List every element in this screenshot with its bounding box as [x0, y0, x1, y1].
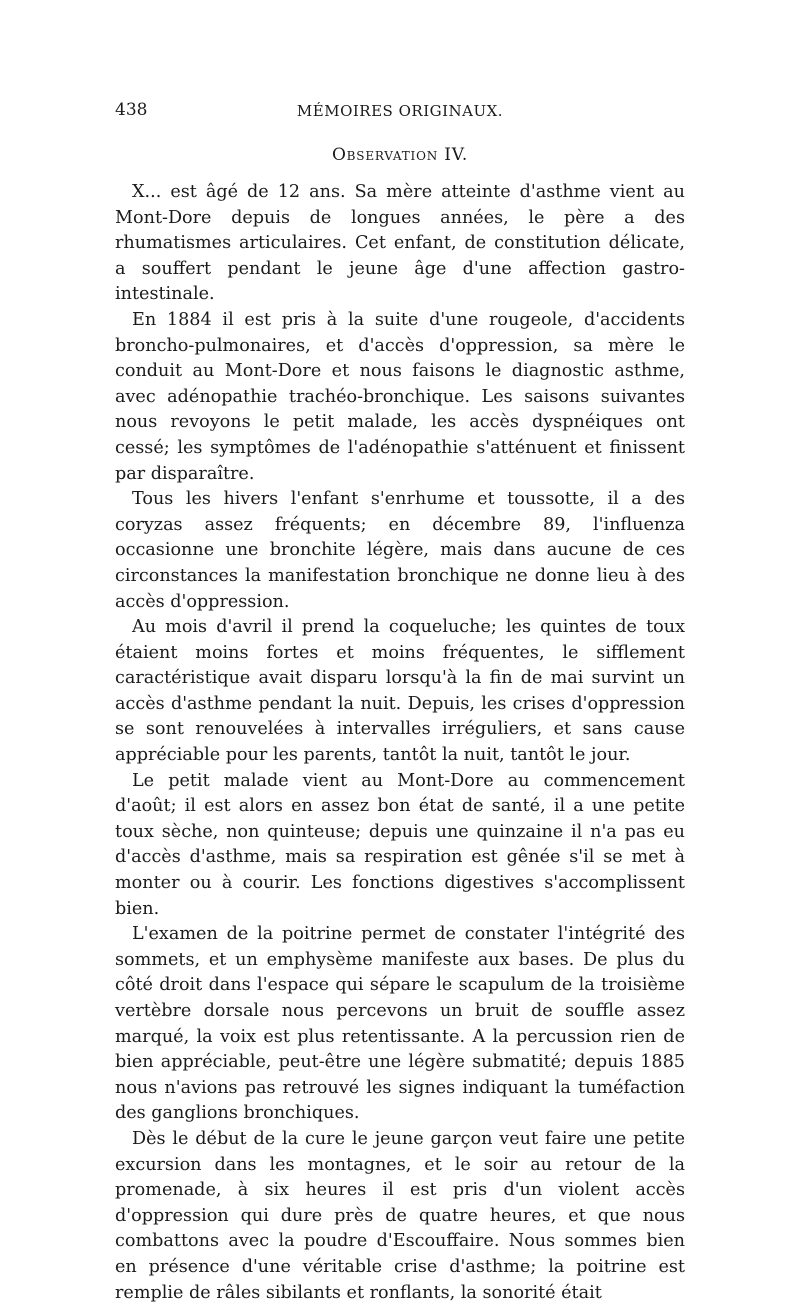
paragraph: Tous les hivers l'enfant s'enrhume et toussotte, il a des coryzas assez fréquents; en décembre 89, l'influenza occasionne une bronchite légère, mais dans aucune de ces circonstances la manifestation bronchique ne donne lieu à des accès d'oppression.	[115, 489, 685, 612]
running-title: MÉMOIRES ORIGINAUX.	[296, 102, 504, 120]
paragraph: X... est âgé de 12 ans. Sa mère atteinte d'asthme vient au Mont-Dore depuis de longues années, le père a des rhumatismes articulaires. Cet enfant, de constitution délicate, a souffert pendant le jeune âge d'une affection gastro-intestinale.	[115, 182, 685, 305]
body-text	[115, 180, 685, 1306]
section-title: Observation IV.	[331, 145, 469, 165]
paragraph: En 1884 il est pris à la suite d'une rougeole, d'accidents broncho-pulmonaires, et d'accès d'oppression, sa mère le conduit au Mont-Dore et nous faisons le diagnostic asthme, avec adénopathie trachéo-bronchique. Les saisons suivantes nous revoyons le petit malade, les accès dyspnéiques ont cessé; les symptômes de l'adénopathie s'atténuent et finissent par disparaître.	[115, 309, 685, 484]
paragraph: Dès le début de la cure le jeune garçon veut faire une petite excursion dans les montagnes, et le soir au retour de la promenade, à six heures il est pris d'un violent accès d'oppression qui dure près de quatre heures, et que nous combattons avec la poudre d'Escouffaire. Nous sommes bien en présence d'une véritable crise d'asthme; la poitrine est remplie de râles sibilants et ronflants, la sonorité était	[115, 1128, 685, 1303]
page-number: 438	[115, 100, 148, 120]
page-header	[115, 100, 685, 128]
paragraph: L'examen de la poitrine permet de constater l'intégrité des sommets, et un emphysème manifeste aux bases. De plus du côté droit dans l'espace qui sépare le scapulum de la troisième vertèbre dorsale nous percevons un bruit de souffle assez marqué, la voix est plus retentissante. A la percussion rien de bien appréciable, peut-être une légère submatité; depuis 1885 nous n'avions pas retrouvé les signes indiquant la tuméfaction des ganglions bronchiques.	[115, 924, 685, 1124]
paragraph: Le petit malade vient au Mont-Dore au commencement d'août; il est alors en assez bon état de santé, il a une petite toux sèche, non quinteuse; depuis une quinzaine il n'a pas eu d'accès d'asthme, mais sa respiration est gênée s'il se met à monter ou à courir. Les fonctions digestives s'accomplissent bien.	[115, 770, 685, 919]
paragraph: Au mois d'avril il prend la coqueluche; les quintes de toux étaient moins fortes et moins fréquentes, le sifflement caractéristique avait disparu lorsqu'à la fin de mai survint un accès d'asthme pendant la nuit. Depuis, les crises d'oppression se sont renouvelées à intervalles irréguliers, et sans cause appréciable pour les parents, tantôt la nuit, tantôt le jour.	[115, 617, 685, 766]
